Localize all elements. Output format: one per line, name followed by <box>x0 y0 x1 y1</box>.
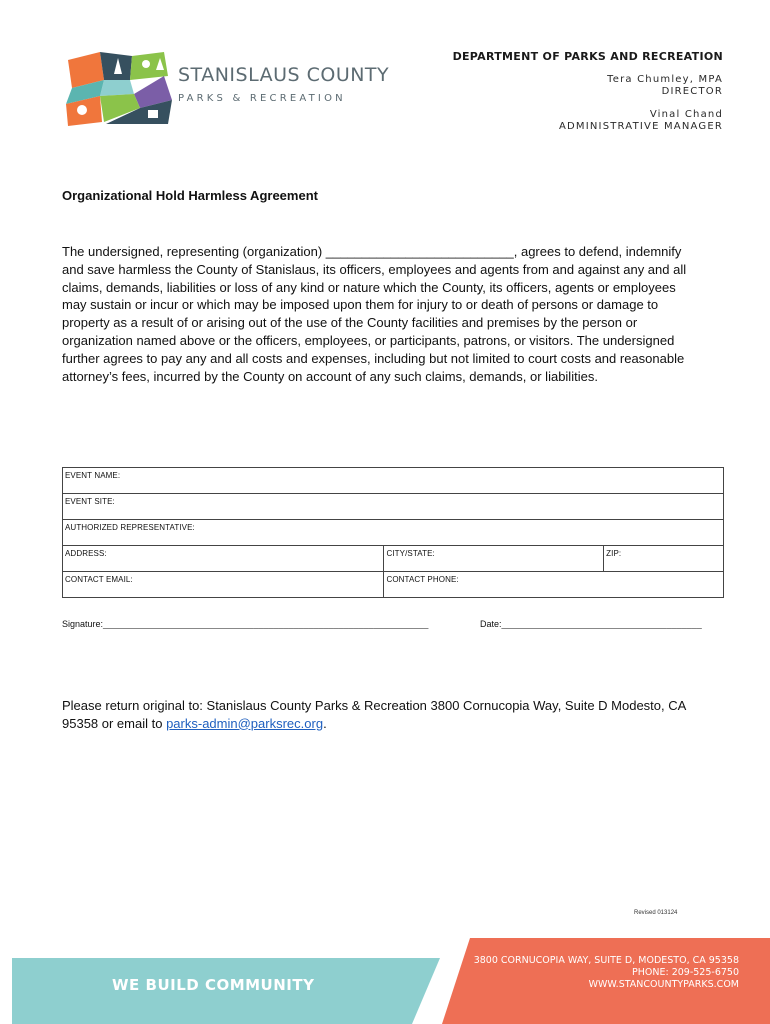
footer-banner <box>0 938 770 1024</box>
manager-name: Vinal Chand <box>649 109 723 120</box>
footer-address: 3800 CORNUCOPIA WAY, SUITE D, MODESTO, CA 95358 <box>473 955 739 966</box>
return-text: Please return original to: Stanislaus County Parks & Recreation 3800 Cornucopia Way, Suite D Modesto, CA 95358 or email to <box>62 698 686 731</box>
date-line[interactable]: Date:________________________________________ <box>480 619 702 629</box>
department-block <box>453 50 723 133</box>
address-field[interactable]: ADDRESS: <box>63 546 384 572</box>
org-name: STANISLAUS COUNTY <box>178 64 390 86</box>
document-heading: Organizational Hold Harmless Agreement <box>62 188 318 203</box>
director-title: DIRECTOR <box>661 86 723 97</box>
contact-phone-field[interactable]: CONTACT PHONE: <box>384 572 724 598</box>
department-title: DEPARTMENT OF PARKS AND RECREATION <box>452 50 723 63</box>
email-link[interactable]: parks-admin@parksrec.org <box>166 715 324 731</box>
county-parks-logo-icon <box>60 50 178 128</box>
city-state-field[interactable]: CITY/STATE: <box>384 546 604 572</box>
authorized-representative-field[interactable]: AUTHORIZED REPRESENTATIVE: <box>63 520 724 546</box>
footer-phone: PHONE: 209-525-6750 <box>632 967 739 978</box>
event-info-form <box>62 467 724 598</box>
event-site-field[interactable]: EVENT SITE: <box>63 494 724 520</box>
return-instructions <box>62 697 702 732</box>
footer-website[interactable]: WWW.STANCOUNTYPARKS.COM <box>588 979 739 990</box>
zip-field[interactable]: ZIP: <box>604 546 724 572</box>
org-subtitle: PARKS & RECREATION <box>178 93 346 104</box>
signature-line[interactable]: Signature:_________________________________________________________________ <box>62 619 429 629</box>
director-name: Tera Chumley, MPA <box>607 74 723 85</box>
footer-slogan: WE BUILD COMMUNITY <box>112 976 315 994</box>
manager-title: ADMINISTRATIVE MANAGER <box>558 121 723 132</box>
return-period: . <box>323 715 327 731</box>
signature-row <box>62 619 724 629</box>
event-name-field[interactable]: EVENT NAME: <box>63 468 724 494</box>
revision-note: Revised 013124 <box>634 910 678 916</box>
footer-contact <box>474 955 739 991</box>
agreement-body: The undersigned, representing (organization) __________________________, agrees to defend, indemnify and save harmless the County of Stanislaus, its officers, employees and agents from and against any and all claims, demands, liabilities or loss of any kind or nature which the County, its officers, agents or employees may sustain or incur or which may be imposed upon them for injury to or death of persons or damage to property as a result of or arising out of the use of the County facilities and premises by the person or organization named above or the officers, employees, or participants, patrons, or visitors. The undersigned further agrees to pay any and all costs and expenses, including but not limited to court costs and reasonable attorney’s fees, incurred by the County on account of any such claims, demands, or liabilities. <box>62 244 687 384</box>
contact-email-field[interactable]: CONTACT EMAIL: <box>63 572 384 598</box>
